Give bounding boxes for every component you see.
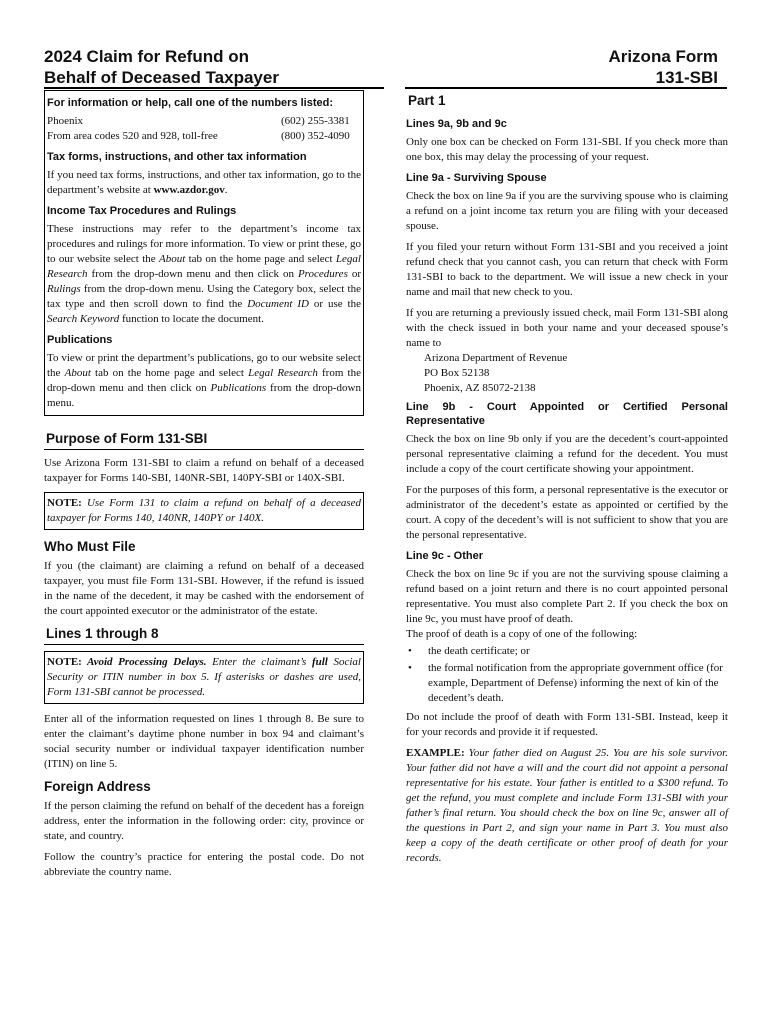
list-item [406,644,728,659]
phone-label: Phoenix [47,115,84,127]
taxforms-text-b: . [224,184,228,196]
phone-row-phoenix [47,114,361,129]
line-9b-heading: Line 9b - Court Appointed or Certified Personal Representative [406,401,728,427]
note-bold: full [311,656,328,668]
line-9a-text-3: If you are returning a previously issued check, mail Form 131-SBI along with the check issued in both your name and your deceased spouse’s name to [406,307,728,349]
who-text: If you (the claimant) are claiming a refund on behalf of a deceased taxpayer, you must file Form 131-SBI. However, if the refund is issued in the name of the decedent, it may be cashed with the endorsement of the court appointed executor or the administrator of the estate. [44,560,364,617]
foreign-heading: Foreign Address [44,779,151,794]
text-run-italic: About [64,367,91,379]
list-item-text: the death certificate; or [428,645,530,657]
mailing-address [406,351,728,396]
taxforms-heading: Tax forms, instructions, and other tax information [47,151,307,163]
phone-number: (602) 255-3381 [281,115,350,127]
lines-heading: Lines 1 through 8 [44,625,364,645]
list-item [406,661,728,706]
example-block [406,746,728,866]
text-run-italic: Document ID [247,298,309,310]
form-number [498,46,718,88]
right-column [406,90,728,866]
website-link[interactable]: www.azdor.gov [153,184,225,196]
page-title [44,46,464,88]
note-bold: Avoid Processing Delays. [81,656,207,668]
info-box [44,90,364,416]
address-line: Phoenix, AZ 85072-2138 [424,382,536,394]
line-9c-heading: Line 9c - Other [406,550,484,562]
bullet-icon: • [408,645,412,657]
line-9b-text-1: Check the box on line 9b only if you are the decedent’s court-appointed personal representative claiming a refund for the decedent. You must include a copy of the court certificate showing your appointment. [406,433,728,475]
example-text: Your father died on August 25. You are his sole survivor. Your father did not have a will and the court did not appoint a personal representative for his estate. Your father is entitled to a $300 refund. To get the refund, you must complete and include Form 131-SBI with your father’s final return. You should check the box on line 9c, answer all of the questions in Part 2, and sign your name in Part 3. You must also keep a copy of the death certificate or other proof of death for your records. [406,747,728,864]
example-label: EXAMPLE: [406,747,465,759]
publications-heading: Publications [47,334,113,346]
line-9c-text-3: Do not include the proof of death with Form 131-SBI. Instead, keep it for your records and provide it if requested. [406,711,728,738]
note-text: Social Security or ITIN number in box 5. If asterisks or dashes are used, Form 131-SBI cannot be processed. [47,656,361,698]
text-run-italic: Procedures [297,268,348,280]
purpose-heading: Purpose of Form 131-SBI [44,430,364,450]
bullet-icon: • [408,662,412,674]
purpose-text: Use Arizona Form 131-SBI to claim a refund on behalf of a deceased taxpayer for Forms 140-SBI, 140NR-SBI, 140PY-SBI or 140X-SBI. [44,457,364,484]
lines9-heading: Lines 9a, 9b and 9c [406,118,507,130]
address-line: PO Box 52138 [424,367,490,379]
text-run: tab on the home page and select [185,253,336,265]
text-run: from the drop-down menu. Using the Category box, select the tax type and then scroll down to find the [47,283,361,310]
taxforms-text [47,168,361,198]
note-label: NOTE: [47,497,82,509]
proof-of-death-list [406,644,728,706]
foreign-text-1: If the person claiming the refund on behalf of the decedent has a foreign address, enter the information in the following order: city, province or state, and country. [44,800,364,842]
text-run-italic: Publications [210,382,267,394]
procedures-heading: Income Tax Procedures and Rulings [47,205,237,217]
note-label: NOTE: [47,656,82,668]
phone-number: (800) 352-4090 [281,130,350,142]
taxforms-text-a: If you need tax forms, instructions, and other tax information, go to the department’s website at [47,169,361,196]
line-9a-text-1: Check the box on line 9a if you are the surviving spouse who is claiming a refund on a joint income tax return you are filing with your deceased spouse. [406,190,728,232]
form-line-1: Arizona Form [608,47,718,66]
text-run: To view or print the department’s publications, go to our website select the [47,352,361,379]
text-run-italic: About [158,253,186,265]
text-run: tab on the home page and select [90,367,249,379]
line-9a-text-2: If you filed your return without Form 131-SBI and you received a joint refund check that you cannot cash, you can return that check with Form 131-SBI to back to the department. We will issue a new check in your name and mail that new check to you. [406,241,728,298]
who-heading: Who Must File [44,539,136,554]
note-form-131 [44,492,364,530]
header-divider-left [44,87,384,89]
note-text: Enter the claimant’s [206,656,312,668]
text-run-italic: Search Keyword [47,313,120,325]
text-run: from the drop-down menu and then click on [87,268,298,280]
header-divider-right [405,87,727,89]
text-run: or [347,268,361,280]
line-9c-text-2: The proof of death is a copy of one of the following: [406,628,638,640]
list-item-text: the formal notification from the appropriate government office (for example, Department of Defense) informing the next of kin of the decedent’s death. [428,662,723,704]
procedures-text [47,222,361,327]
lines9-text: Only one box can be checked on Form 131-SBI. If you check more than one box, this may delay the processing of your request. [406,136,728,163]
line-9c-text-1: Check the box on line 9c if you are not the surviving spouse claiming a refund based on a joint return and there is no court appointed personal representative. You must also complete Part 2. If you check the box on line 9c, you must have proof of death. [406,568,728,625]
note-text: Use Form 131 to claim a refund on behalf of a deceased taxpayer for Forms 140, 140NR, 140PY or 140X. [47,497,361,524]
part-1-heading: Part 1 [408,93,446,108]
text-run-italic: Legal Research [47,253,361,280]
line-9b-text-2: For the purposes of this form, a personal representative is the executor or administrator of the decedent’s estate as appointed or certified by the court. A copy of the decedent’s will is not sufficient to show that you are the personal representative. [406,484,728,541]
line-9a-heading: Line 9a - Surviving Spouse [406,172,547,184]
info-heading: For information or help, call one of the numbers listed: [47,97,334,109]
phone-label: From area codes 520 and 928, toll-free [47,130,218,142]
text-run-italic: Rulings [47,283,81,295]
title-line-2: Behalf of Deceased Taxpayer [44,68,279,87]
text-run-italic: Legal Research [248,367,318,379]
phone-row-tollfree [47,129,361,144]
text-run: or use the [308,298,361,310]
address-line: Arizona Department of Revenue [424,352,568,364]
lines-text: Enter all of the information requested on lines 1 through 8. Be sure to enter the claimant’s daytime phone number in box 94 and claimant’s social security number or individual taxpayer identification number (ITIN) on line 5. [44,713,364,770]
foreign-text-2: Follow the country’s practice for entering the postal code. Do not abbreviate the country name. [44,851,364,878]
publications-text [47,351,361,411]
title-line-1: 2024 Claim for Refund on [44,47,249,66]
left-column [44,90,364,886]
text-run: function to locate the document. [119,313,264,325]
text-run: These instructions may refer to the department’s income tax procedures and rulings for more information. To view or print these, go to our website select the [47,223,361,265]
note-processing-delays [44,651,364,704]
form-line-2: 131-SBI [655,68,718,87]
text-run: from the drop-down menu and then click on [47,367,361,394]
text-run: from the drop-down menu. [47,382,361,409]
